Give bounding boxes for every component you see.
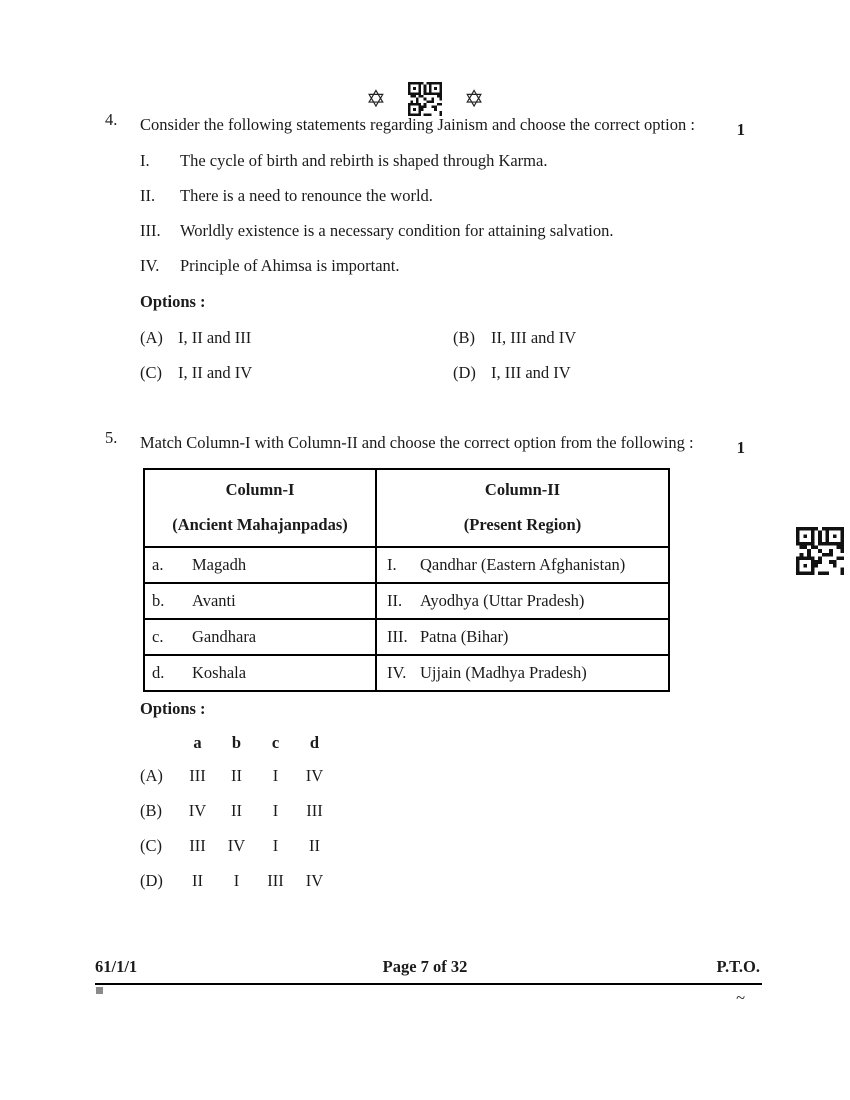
question-4-number: 4. [105,110,118,129]
match-columns-table [143,468,670,692]
grid-header-d: d [309,733,320,752]
table-row [144,619,669,655]
option-value: III [189,836,206,855]
statement-text: The cycle of birth and rebirth is shaped through Karma. [180,151,548,170]
grid-header-a: a [193,733,202,752]
question-4-options [140,323,745,388]
option-value: IV [188,801,207,820]
option-d [453,358,745,388]
mahajanpada-name: Koshala [192,663,247,682]
row-letter: d. [152,663,165,682]
option-letter: (B) [140,801,162,820]
option-value: II [231,801,242,820]
option-value: II [231,766,242,785]
column2-subtitle: (Present Region) [463,515,582,534]
option-letter: (C) [140,836,162,855]
option-value: I [272,836,279,855]
statement-numeral: III. [140,221,161,240]
table-header-row [144,469,669,547]
star-of-david-icon: ✡ [365,85,386,113]
row-letter: c. [152,627,164,646]
option-b [453,323,745,353]
side-qr-code-icon [796,527,844,575]
option-letter: (A) [140,328,163,347]
option-text: I, II and III [178,328,252,347]
statement-row [140,213,745,248]
mahajanpada-name: Magadh [192,555,247,574]
grid-corner [140,728,178,758]
question-4 [105,110,850,388]
option-value: III [306,801,323,820]
page-number: Page 7 of 32 [382,957,468,976]
paper-code: 61/1/1 [95,957,138,976]
statement-text: There is a need to renounce the world. [180,186,433,205]
option-c [140,358,453,388]
option-text: I, II and IV [178,363,253,382]
footer-divider [95,983,762,985]
option-letter: (D) [140,871,163,890]
table-row [144,583,669,619]
option-value: IV [305,766,324,785]
pto-label: P.T.O. [716,957,760,976]
question-4-statements [140,143,745,283]
option-letter: (C) [140,363,162,382]
mahajanpada-name: Avanti [192,591,236,610]
question-5-options [140,728,745,898]
footer-dot [96,987,103,994]
statement-text: Worldly existence is a necessary condition for attaining salvation. [180,221,614,240]
grid-header-b: b [231,733,242,752]
grid-header-c: c [271,733,280,752]
table-row [144,547,669,583]
mahajanpada-name: Gandhara [192,627,257,646]
question-5-options-label: Options : [140,699,206,718]
question-5-marks: 1 [736,438,745,457]
option-value: III [267,871,284,890]
option-a [140,323,453,353]
column1-header-cell [144,469,376,547]
row-numeral: IV. [387,663,407,682]
option-value: IV [227,836,246,855]
statement-row [140,248,745,283]
option-value: II [192,871,203,890]
statement-row [140,143,745,178]
row-numeral: III. [387,627,408,646]
option-letter: (A) [140,766,163,785]
region-name: Qandhar (Eastern Afghanistan) [420,555,626,574]
option-value: I [272,766,279,785]
option-value: I [272,801,279,820]
column2-title: Column-II [484,480,561,499]
statement-text: Principle of Ahimsa is important. [180,256,400,275]
row-numeral: II. [387,591,403,610]
region-name: Ujjain (Madhya Pradesh) [420,663,587,682]
statement-numeral: IV. [140,256,160,275]
question-4-marks: 1 [736,120,745,139]
tilde-mark: ~ [736,988,745,1007]
question-4-text: Consider the following statements regarding Jainism and choose the correct option : [140,115,695,134]
column1-title: Column-I [225,480,295,499]
row-numeral: I. [387,555,397,574]
row-letter: a. [152,555,164,574]
column1-subtitle: (Ancient Mahajanpadas) [172,515,348,534]
statement-numeral: II. [140,186,156,205]
region-name: Patna (Bihar) [420,627,509,646]
statement-row [140,178,745,213]
option-value: II [309,836,320,855]
question-4-options-label: Options : [140,292,206,311]
option-text: I, III and IV [491,363,571,382]
option-value: III [189,766,206,785]
option-value: IV [305,871,324,890]
star-of-david-icon: ✡ [464,85,485,113]
option-letter: (D) [453,363,476,382]
statement-numeral: I. [140,151,150,170]
region-name: Ayodhya (Uttar Pradesh) [420,591,585,610]
question-5-number: 5. [105,428,118,447]
row-letter: b. [152,591,165,610]
option-value: I [233,871,240,890]
question-5 [105,428,850,898]
column2-header-cell [376,469,669,547]
option-letter: (B) [453,328,475,347]
question-5-text: Match Column-I with Column-II and choose the correct option from the following : [140,433,694,452]
table-row [144,655,669,691]
option-text: II, III and IV [491,328,577,347]
